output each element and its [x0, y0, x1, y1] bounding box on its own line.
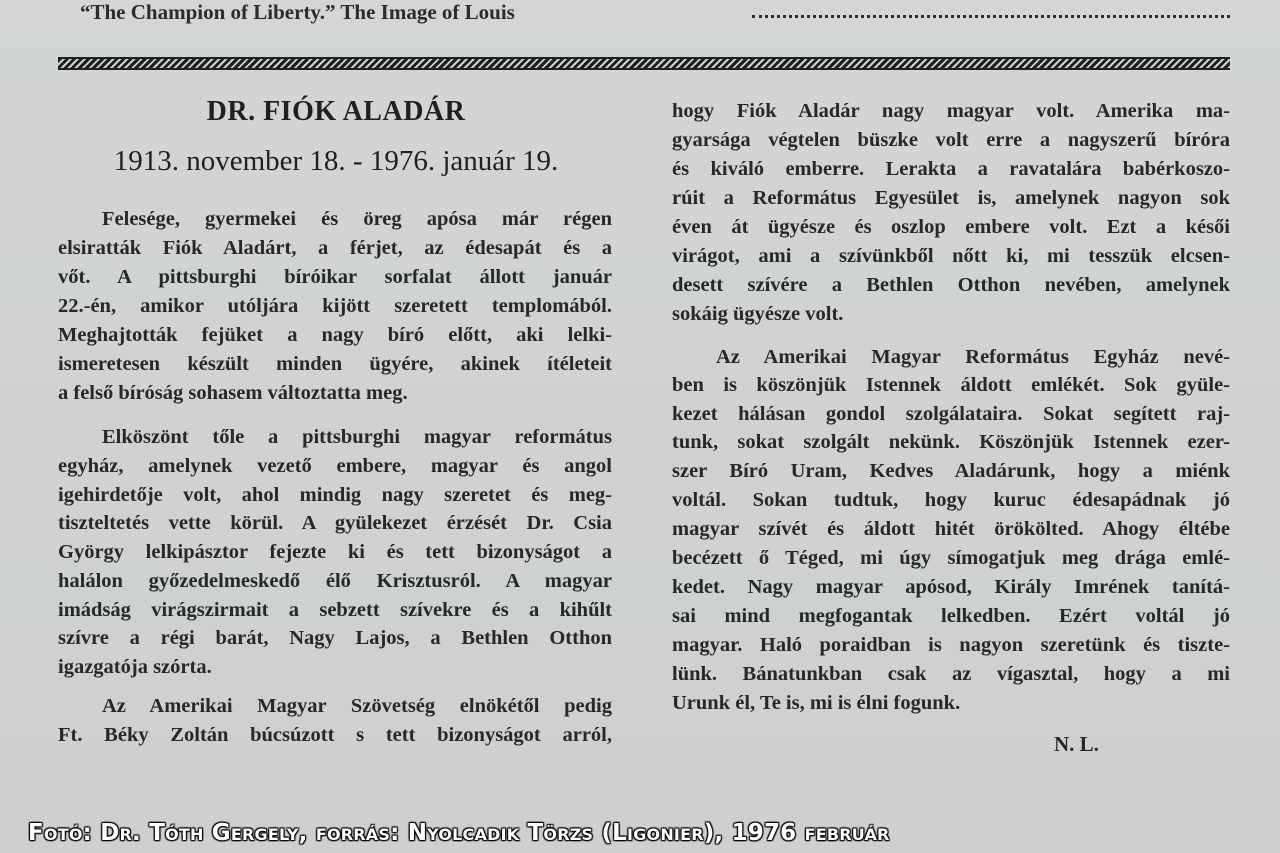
text-line: magyar szívét és áldott hitét örökölted. Ahogy éltébe [672, 519, 1230, 540]
text-line: voltál. Sokan tudtuk, hogy kuruc édesapádnak jó [672, 490, 1230, 511]
text-line: Felesége, gyermekei és öreg apósa már régen [102, 209, 612, 230]
text-line: hogy Fiók Aladár nagy magyar volt. Amerika ma- [672, 101, 1230, 122]
text-line: desett szívére a Bethlen Otthon nevében, amelynek [672, 275, 1230, 296]
dotted-leader [752, 15, 1230, 18]
text-line: 22.-én, amikor utóljára kijött szeretett templomából. [58, 296, 612, 317]
text-line: Meghajtották fejüket a nagy bíró előtt, aki lelki- [58, 325, 612, 346]
text-line: sai mind megfogantak lelkedben. Ezért voltál jó [672, 606, 1230, 627]
text-line: virágot, ami a szívünkből nőtt ki, mi tesszük elcsen- [672, 246, 1230, 267]
text-line: becézett ő Téged, mi úgy símogatjuk meg drága emlé- [672, 548, 1230, 569]
text-line: éven át ügyésze és oszlop embere volt. Ezt a késői [672, 217, 1230, 238]
text-line: imádság virágszirmait a sebzett szívekre és a kihűlt [58, 600, 612, 621]
text-line: szívre a régi barát, Nagy Lajos, a Bethlen Otthon [58, 628, 612, 649]
text-line: szer Bíró Uram, Kedves Aladárunk, hogy a miénk [672, 461, 1230, 482]
photo-credit-caption: Fotó: Dr. Tóth Gergely, forrás: Nyolcadik Törzs (Ligonier), 1976 február [28, 820, 890, 846]
text-line: kezet hálásan gondol szolgálataira. Sokat segített raj- [672, 404, 1230, 425]
text-line: vőt. A pittsburghi bíróikar sorfalat állott január [58, 267, 612, 288]
text-line: magyar. Haló poraidban is nagyon szeretünk és tiszte- [672, 635, 1230, 656]
text-line: tiszteltetés vette körül. A gyülekezet érzését Dr. Csia [58, 513, 612, 534]
text-line: Ft. Béky Zoltán búcsúzott s tett bizonyságot arról, [58, 725, 612, 746]
text-line: a felső bíróság sohasem változtatta meg. [58, 382, 408, 404]
text-line: rúit a Református Egyesület is, amelynek nagyon sok [672, 188, 1230, 209]
ornamental-divider [58, 57, 1230, 70]
text-line: egyház, amelynek vezető embere, magyar és angol [58, 456, 612, 477]
text-line: és kiváló emberre. Lerakta a ravatalára babérkoszo- [672, 159, 1230, 180]
text-line: ismeretesen készült minden ügyére, akinek ítéleteit [58, 354, 612, 375]
text-line: halálon győzedelmeskedő élő Krisztusról. A magyar [58, 571, 612, 592]
text-line: György lelkipásztor fejezte ki és tett bizonyságot a [58, 542, 612, 563]
text-line: Az Amerikai Magyar Szövetség elnökétől pedig [102, 696, 612, 717]
text-line: ben is köszönjük Istennek áldott emlékét. Sok gyüle- [672, 375, 1230, 396]
text-line: Urunk él, Te is, mi is élni fogunk. [672, 692, 961, 714]
text-line: sokáig ügyésze volt. [672, 303, 844, 325]
previous-article-line: “The Champion of Liberty.” The Image of Louis [80, 0, 515, 24]
text-line: gyarsága végtelen büszke volt erre a nagyszerű bíróra [672, 130, 1230, 151]
text-line: tunk, sokat szolgált nekünk. Köszönjük Istennek ezer- [672, 432, 1230, 453]
text-line: Az Amerikai Magyar Református Egyház nevé- [716, 347, 1230, 368]
text-line: kedet. Nagy magyar apósod, Király Imrének tanítá- [672, 577, 1230, 598]
obituary-title: DR. FIÓK ALADÁR [206, 96, 466, 127]
text-line: lünk. Bánatunkban csak az vígasztal, hogy a mi [672, 664, 1230, 685]
signature-initials: N. L. [1054, 732, 1099, 756]
text-line: igazgatója szórta. [58, 656, 212, 678]
obituary-dates: 1913. november 18. - 1976. január 19. [113, 145, 559, 177]
text-line: igehirdetője volt, ahol mindig nagy szeretet és meg- [58, 485, 612, 506]
text-line: Elköszönt tőle a pittsburghi magyar református [102, 427, 612, 448]
text-line: elsiratták Fiók Aladárt, a férjet, az édesapát és a [58, 238, 612, 259]
